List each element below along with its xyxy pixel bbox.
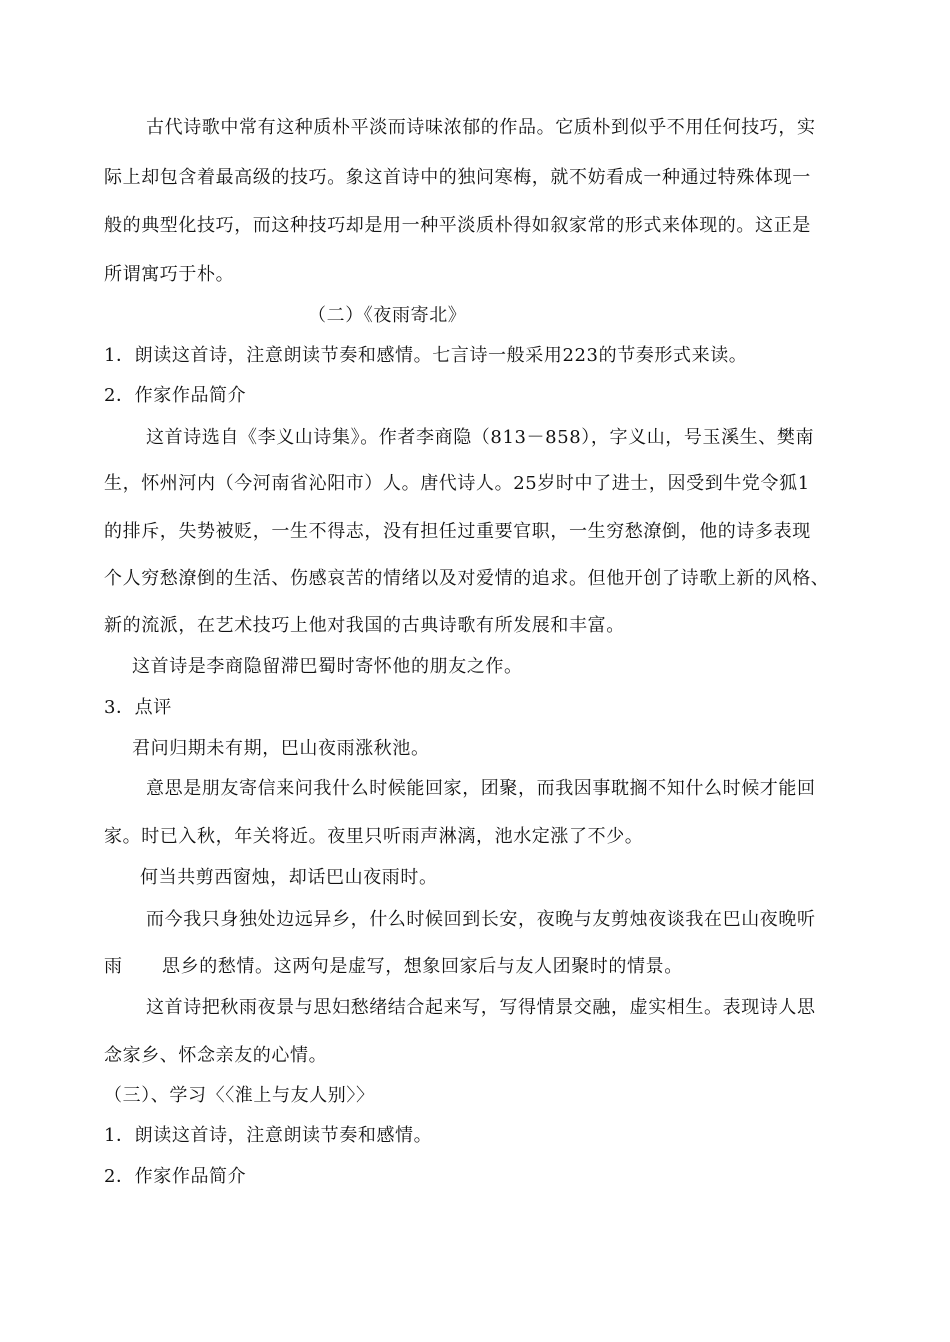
explanation-1-line-2: 家。时已入秋，年关将近。夜里只听雨声淋漓，池水定涨了不少。: [104, 826, 644, 847]
section2-item-1: 1．朗读这首诗，注意朗读节奏和感情。七言诗一般采用223的节奏形式来读。: [104, 345, 748, 366]
verse-2: 何当共剪西窗烛，却话巴山夜雨时。: [140, 867, 438, 888]
intro-paragraph-line-1: 古代诗歌中常有这种质朴平淡而诗味浓郁的作品。它质朴到似乎不用任何技巧，实: [146, 117, 816, 138]
section2-title: （二）《夜雨寄北》: [308, 305, 467, 326]
section3-item-2: 2．作家作品简介: [104, 1166, 247, 1187]
section2-item-2: 2．作家作品简介: [104, 385, 247, 406]
intro-paragraph-line-4: 所谓寓巧于朴。: [104, 264, 235, 285]
author-paragraph-line-5: 新的流派，在艺术技巧上他对我国的古典诗歌有所发展和丰富。: [104, 615, 625, 636]
section2-item-3: 3．点评: [104, 697, 172, 718]
author-paragraph-line-1: 这首诗选自《李义山诗集》。作者李商隐（813－858），字义山，号玉溪生、樊南: [146, 427, 815, 448]
verse-1: 君问归期未有期，巴山夜雨涨秋池。: [132, 738, 430, 759]
author-paragraph-line-3: 的排斥，失势被贬，一生不得志，没有担任过重要官职，一生穷愁潦倒，他的诗多表现: [104, 521, 811, 542]
explanation-2-line-1: 而今我只身独处边远异乡，什么时候回到长安，夜晚与友剪烛夜谈我在巴山夜晚听: [146, 909, 816, 930]
poem-background: 这首诗是李商隐留滞巴蜀时寄怀他的朋友之作。: [132, 656, 523, 677]
summary-line-1: 这首诗把秋雨夜景与思妇愁绪结合起来写，写得情景交融，虚实相生。表现诗人思: [146, 997, 816, 1018]
intro-paragraph-line-3: 般的典型化技巧，而这种技巧却是用一种平淡质朴得如叙家常的形式来体现的。这正是: [104, 215, 811, 236]
author-paragraph-line-2: 生，怀州河内（今河南省沁阳市）人。唐代诗人。25岁时中了进士，因受到牛党令狐1: [104, 473, 810, 494]
explanation-2-line-2-rest: 思乡的愁情。这两句是虚写，想象回家后与友人团聚时的情景。: [162, 956, 683, 977]
intro-paragraph-line-2: 际上却包含着最高级的技巧。象这首诗中的独问寒梅，就不妨看成一种通过特殊体现一: [104, 167, 811, 188]
explanation-1-line-1: 意思是朋友寄信来问我什么时候能回家，团聚，而我因事耽搁不知什么时候才能回: [146, 778, 816, 799]
section3-title: （三）、学习〈〈淮上与友人别〉〉: [104, 1085, 375, 1106]
explanation-2-line-2-start: 雨: [104, 956, 123, 977]
section3-item-1: 1．朗读这首诗，注意朗读节奏和感情。: [104, 1125, 433, 1146]
summary-line-2: 念家乡、怀念亲友的心情。: [104, 1045, 328, 1066]
author-paragraph-line-4: 个人穷愁潦倒的生活、伤感哀苦的情绪以及对爱情的追求。但他开创了诗歌上新的风格、: [104, 568, 830, 589]
